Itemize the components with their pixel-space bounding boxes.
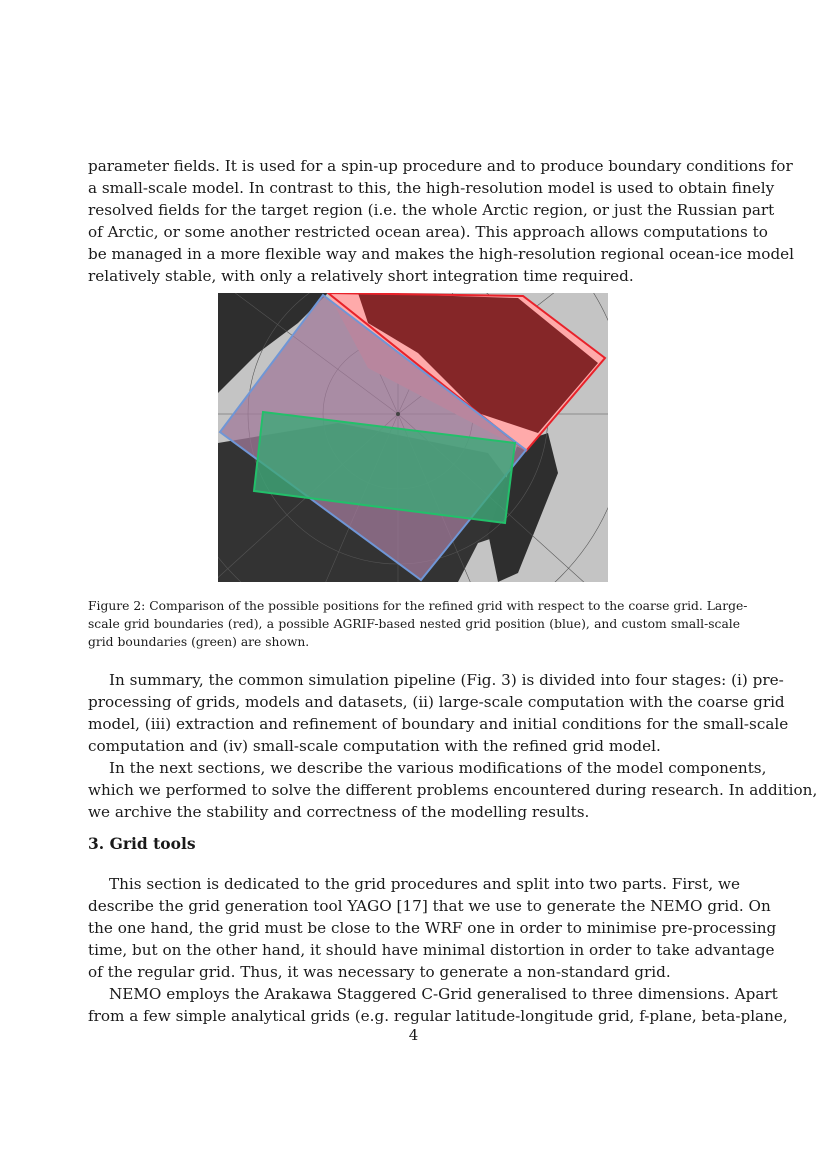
text-line: of the regular grid. Thus, it was necessary to generate a non-standard grid. [88, 963, 671, 981]
text-line: be managed in a more flexible way and makes the high-resolution regional ocean-ice model [88, 245, 795, 263]
text-line: model, (iii) extraction and refinement of boundary and initial conditions for the small-scale [88, 715, 789, 733]
next-paragraph [88, 757, 818, 823]
text-line: a small-scale model. In contrast to this, the high-resolution model is used to obtain finely [88, 179, 775, 197]
text-line: In the next sections, we describe the various modifications of the model components, [109, 759, 767, 777]
summary-paragraph [88, 669, 789, 757]
text-line: describe the grid generation tool YAGO [17] that we use to generate the NEMO grid. On [88, 897, 771, 915]
caption-line: grid boundaries (green) are shown. [88, 635, 310, 649]
text-line: time, but on the other hand, it should have minimal distortion in order to take advantage [88, 941, 775, 959]
north-pole-marker [396, 412, 400, 416]
text-line: NEMO employs the Arakawa Staggered C-Grid generalised to three dimensions. Apart [109, 985, 778, 1003]
text-line: computation and (iv) small-scale computation with the refined grid model. [88, 737, 661, 755]
caption-line: scale grid boundaries (red), a possible AGRIF-based nested grid position (blue), and custom small-scale [88, 617, 740, 631]
text-line: resolved fields for the target region (i.e. the whole Arctic region, or just the Russian part [88, 201, 775, 219]
text-line: which we performed to solve the different problems encountered during research. In addition, [88, 781, 818, 799]
text-line: parameter fields. It is used for a spin-up procedure and to produce boundary conditions for [88, 157, 793, 175]
section-paragraph-2 [88, 983, 788, 1027]
section-heading: 3. Grid tools [88, 834, 196, 853]
text-line: This section is dedicated to the grid procedures and split into two parts. First, we [109, 875, 740, 893]
section-paragraph-1 [88, 873, 777, 983]
text-line: from a few simple analytical grids (e.g. regular latitude-longitude grid, f-plane, beta-plane, [88, 1007, 788, 1025]
figure-caption [88, 597, 748, 651]
text-line: the one hand, the grid must be close to the WRF one in order to minimise pre-processing [88, 919, 777, 937]
text-line: relatively stable, with only a relatively short integration time required. [88, 267, 634, 285]
intro-paragraph [88, 155, 795, 287]
text-line: processing of grids, models and datasets, (ii) large-scale computation with the coarse grid [88, 693, 785, 711]
caption-line: Figure 2: Comparison of the possible positions for the refined grid with respect to the coarse grid. Large- [88, 599, 748, 613]
page-number: 4 [408, 1026, 419, 1044]
text-line: of Arctic, or some another restricted ocean area). This approach allows computations to [88, 223, 768, 241]
text-line: we archive the stability and correctness of the modelling results. [88, 803, 590, 821]
arctic-grid-map-figure [218, 293, 608, 582]
text-line: In summary, the common simulation pipeline (Fig. 3) is divided into four stages: (i) pre- [109, 671, 784, 689]
